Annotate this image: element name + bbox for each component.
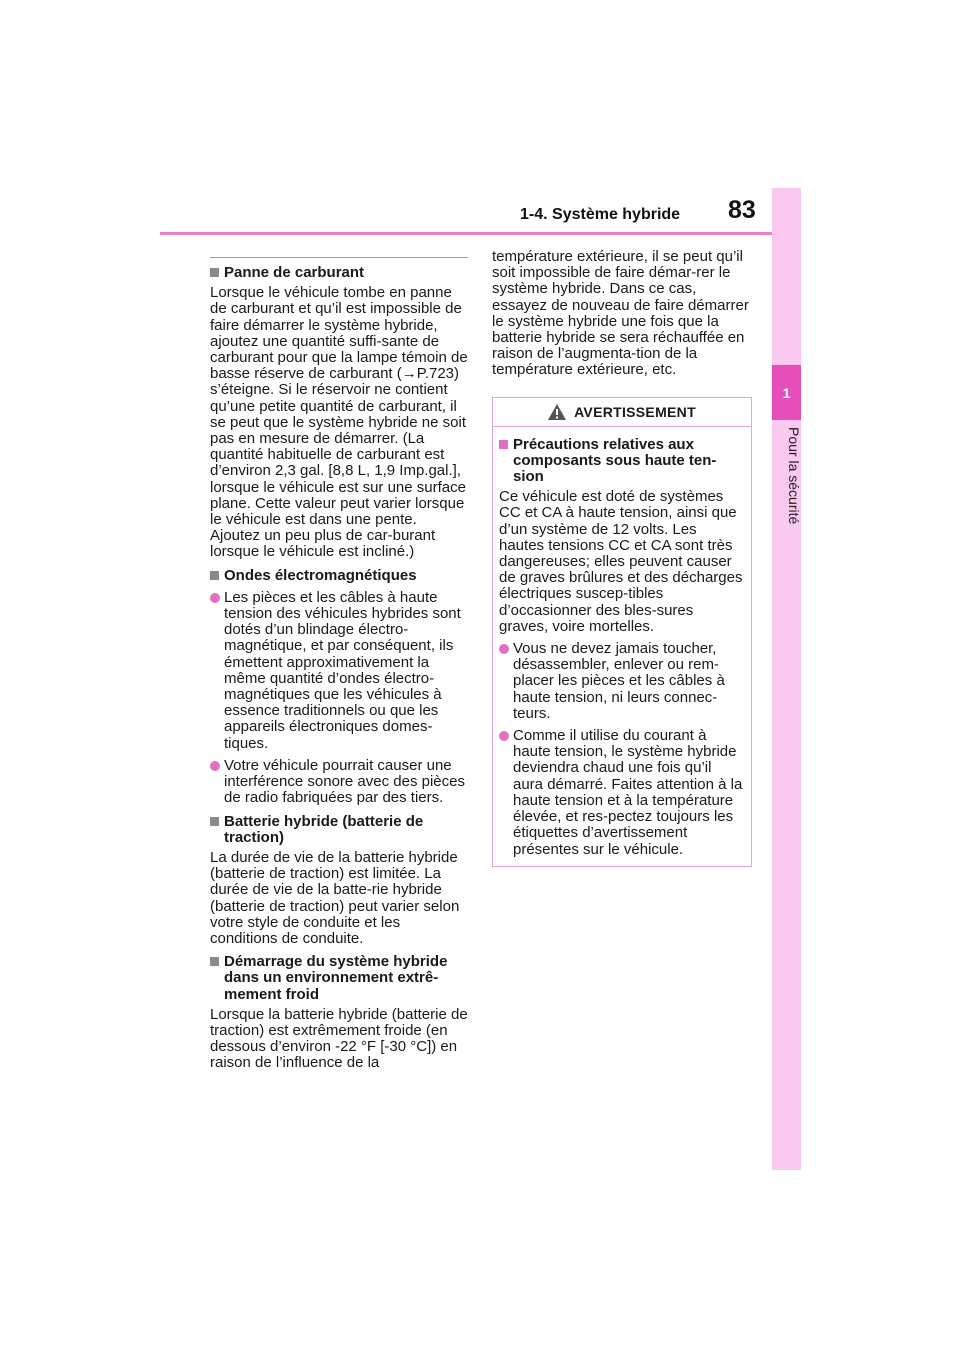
warning-box: [492, 397, 752, 867]
warning-body: [493, 427, 751, 858]
bullet-interference: Votre véhicule pourrait causer une interférence sonore avec des pièces de radio fabriquées par des tiers.: [210, 758, 468, 807]
warning-title: AVERTISSEMENT: [574, 403, 696, 420]
section-divider: [210, 257, 468, 258]
heading-battery: Batterie hybride (batterie de traction): [210, 814, 468, 846]
section-title: 1-4. Système hybride: [520, 206, 681, 223]
bullet-shielding: Les pièces et les câbles à haute tension des véhicules hybrides sont dotés d’un blindage électro-magnétique, et par conséquent, ils émettent approximativement la même quantité d’ondes électro-magnétiques que les véhicules à essence traditionnels ou que les appareils électroniques domes-tiques.: [210, 590, 468, 752]
paragraph-cold-start-cont: température extérieure, il se peut qu’il soit impossible de faire démar-rer le système hybride. Dans ce cas, essayez de nouveau de faire démarrer le système hybride une fois que la batterie hybride se sera réchauffée en raison de l’augmenta-tion de la température extérieure, etc.: [492, 248, 749, 379]
chapter-number-tab: [772, 365, 801, 420]
warning-bullet-touch: Vous ne devez jamais toucher, désassembler, enlever ou rem-placer les pièces et les câbles à haute tension, ni leurs connec-teurs.: [499, 641, 745, 722]
chapter-tab: [772, 188, 801, 1170]
warning-heading: Précautions relatives aux composants sous haute ten-sion: [499, 437, 745, 486]
paragraph-cold-start: Lorsque la batterie hybride (batterie de traction) est extrêmement froide (en dessous d’environ -22 °F [-30 °C]) en raison de l’influence de la: [210, 1005, 468, 1072]
chapter-number: 1: [782, 384, 791, 401]
left-column: [210, 257, 468, 1072]
warning-header: [493, 398, 751, 427]
paragraph-fuel: Lorsque le véhicule tombe en panne de carburant et qu’il est impossible de faire démarrer le système hybride, ajoutez une quantité suffi-sante de carburant pour que la lampe témoin de basse réserve de carburant (→P.723) s’éteigne. Si le réservoir ne contient qu’une petite quantité de carburant, il se peut que le système hybride ne soit pas en mesure de démarrer. (La quantité habituelle de carburant est d’environ 2,3 gal. [8,8 L, 1,9 Imp.gal.], lorsque le véhicule est sur une surface plane. Cette valeur peut varier lorsque le véhicule est dans une pente. Ajoutez un peu plus de car-burant lorsque le véhicule est incliné.): [210, 284, 468, 561]
heading-cold-start: Démarrage du système hybride dans un environnement extrê-mement froid: [210, 954, 468, 1003]
heading-electromagnetic: Ondes électromagnétiques: [210, 568, 468, 584]
paragraph-battery: La durée de vie de la batterie hybride (batterie de traction) est limitée. La durée de vie de la batte-rie hybride (batterie de traction) peut varier selon votre style de conduite et les conditions de conduite.: [210, 848, 460, 947]
heading-fuel: Panne de carburant: [210, 265, 468, 281]
warning-bullet-heat: Comme il utilise du courant à haute tension, le système hybride deviendra chaud une fois qu’il aura démarré. Faites attention à la haute tension et à la température élevée, et res-pectez toujours les étiquettes d’avertissement présentes sur le véhicule.: [499, 728, 745, 858]
warning-paragraph: Ce véhicule est doté de systèmes CC et CA à haute tension, ainsi que d’un système de 12 volts. Les hautes tensions CC et CA sont très dangereuses; elles peuvent causer de graves brûlures et des décharges électriques suscep-tibles d’occasionner des bles-sures graves, voire mortelles.: [499, 488, 743, 635]
page-number: 83: [728, 196, 756, 224]
warning-triangle-icon: [548, 404, 566, 420]
chapter-label: Pour la sécurité: [786, 427, 802, 525]
right-column: [492, 245, 754, 867]
header-rule: [160, 232, 772, 235]
